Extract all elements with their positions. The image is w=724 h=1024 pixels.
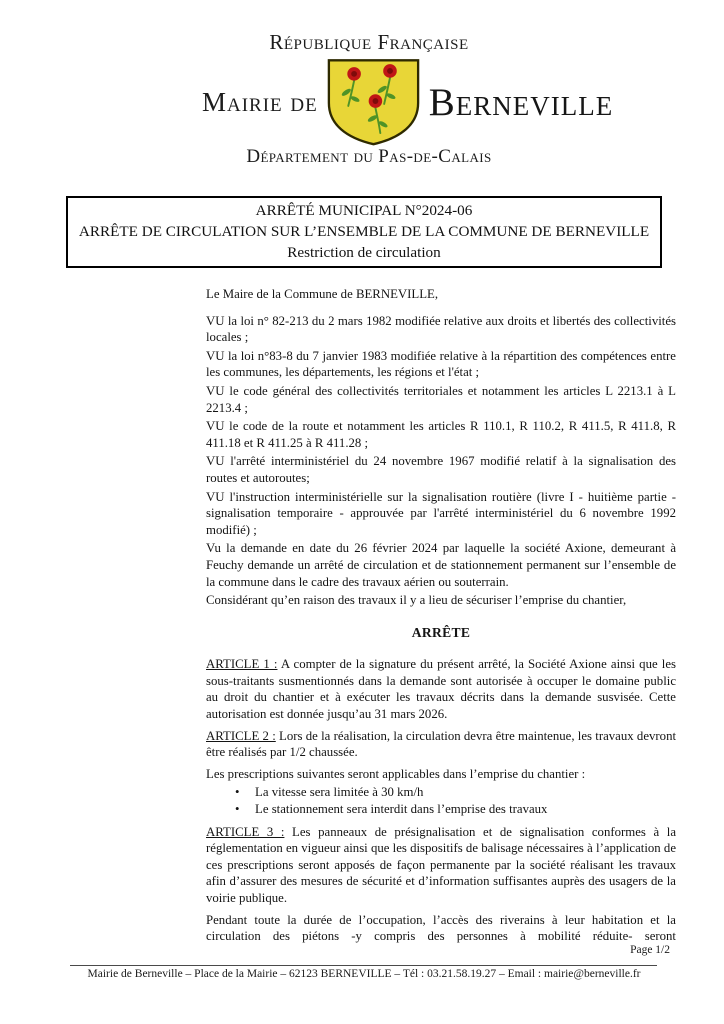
recital-paragraph: Vu la demande en date du 26 février 2024 par laquelle la société Axione, demeurant à Feuchy demande un arrêté de circulation et de stationnement permanent sur l’ensemble de la commune dans le cadre des travaux aérien ou souterrain. [206, 541, 676, 589]
recital-paragraph: Considérant qu’en raison des travaux il y a lieu de sécuriser l’emprise du chantier, [206, 593, 627, 608]
article-3-label: ARTICLE 3 : [206, 824, 285, 839]
berneville-coat-of-arms-icon [325, 57, 422, 147]
recital-paragraph: VU la loi n° 82-213 du 2 mars 1982 modifiée relative aux droits et libertés des collectivités locales ; [206, 313, 676, 345]
decree-title-box [66, 196, 662, 268]
article-3-paragraph [206, 824, 676, 907]
commune-name: Berneville [428, 80, 614, 124]
departement-line: Département du Pas-de-Calais [246, 146, 492, 167]
recital-paragraph: VU l'arrêté interministériel du 24 novembre 1967 modifié relatif à la signalisation des routes et autoroutes; [206, 454, 676, 485]
decree-title-restriction: Restriction de circulation [287, 244, 441, 261]
footer-divider [70, 965, 657, 966]
article-1-label: ARTICLE 1 : [206, 657, 278, 672]
prescriptions-list [206, 784, 676, 817]
decision-heading: ARRÊTE [411, 624, 471, 640]
prescriptions-intro: Les prescriptions suivantes seront applicables dans l’emprise du chantier : [206, 766, 586, 781]
article-3-text: Les panneaux de présignalisation et de signalisation conformes à la réglementation en vigueur ainsi que les dispositifs de balisage nécessaires à l’application de ces prescriptions seront apposés de façon permanente par la société réalisant les travaux afin d’assurer des mesures de sécurité et d’information suffisantes auprès des usagers de la voirie publique. [206, 824, 677, 905]
continuation-paragraph: Pendant toute la durée de l’occupation, l’accès des riverains à leur habitation et la circulation des piétons -y compris des personnes à mobilité réduite- seront [206, 912, 676, 944]
recital-paragraph: VU la loi n°83-8 du 7 janvier 1983 modifiée relative à la répartition des compétences entre les communes, les départements, les régions et l'état ; [206, 348, 676, 380]
footer-contact-line: Mairie de Berneville – Place de la Mairie – 62123 BERNEVILLE – Tél : 03.21.58.19.27 – Email : mairie@berneville.fr [87, 968, 641, 980]
decree-title-subject: ARRÊTE DE CIRCULATION SUR L’ENSEMBLE DE LA COMMUNE DE BERNEVILLE [78, 223, 650, 240]
decree-title-number: ARRÊTÉ MUNICIPAL N°2024-06 [255, 202, 473, 219]
article-1-text: A compter de la signature du présent arrêté, la Société Axione ainsi que les sous-traitants susmentionnés dans la demande sont autorisée à occuper le domaine public au droit du chantier et à exécuter les travaux décrits dans la demande susvisée. Cette autorisation est donnée jusqu’au 31 mars 2026. [206, 657, 676, 722]
article-2-paragraph [206, 728, 676, 761]
recital-paragraph: VU l'instruction interministérielle sur la signalisation routière (livre I - huitième partie - signalisation temporaire - approuvée par l'arrêté interministériel du 6 novembre 1992 modifié) ; [206, 489, 676, 537]
article-1-paragraph [206, 656, 676, 722]
document-body [206, 286, 676, 945]
article-2-text: Lors de la réalisation, la circulation devra être maintenue, les travaux devront être réalisés par 1/2 chaussée. [206, 728, 677, 760]
prescription-item: • La vitesse sera limitée à 30 km/h [255, 784, 676, 801]
recital-paragraph: VU le code de la route et notamment les articles R 110.1, R 110.2, R 411.5, R 411.8, R 411.18 et R 411.25 à R 411.28 ; [206, 419, 676, 450]
recital-paragraph: VU le code général des collectivités territoriales et notamment les articles L 2213.1 à L 2213.4 ; [206, 383, 676, 415]
mairie-de-label: Mairie de [202, 86, 318, 117]
republic-line: République Française [269, 30, 469, 54]
article-2-label: ARTICLE 2 : [206, 728, 276, 743]
mairie-header-row [202, 56, 613, 148]
page-number: Page 1/2 [630, 944, 670, 956]
salutation: Le Maire de la Commune de BERNEVILLE, [206, 287, 439, 301]
prescription-item: • Le stationnement sera interdit dans l’emprise des travaux [255, 801, 676, 818]
